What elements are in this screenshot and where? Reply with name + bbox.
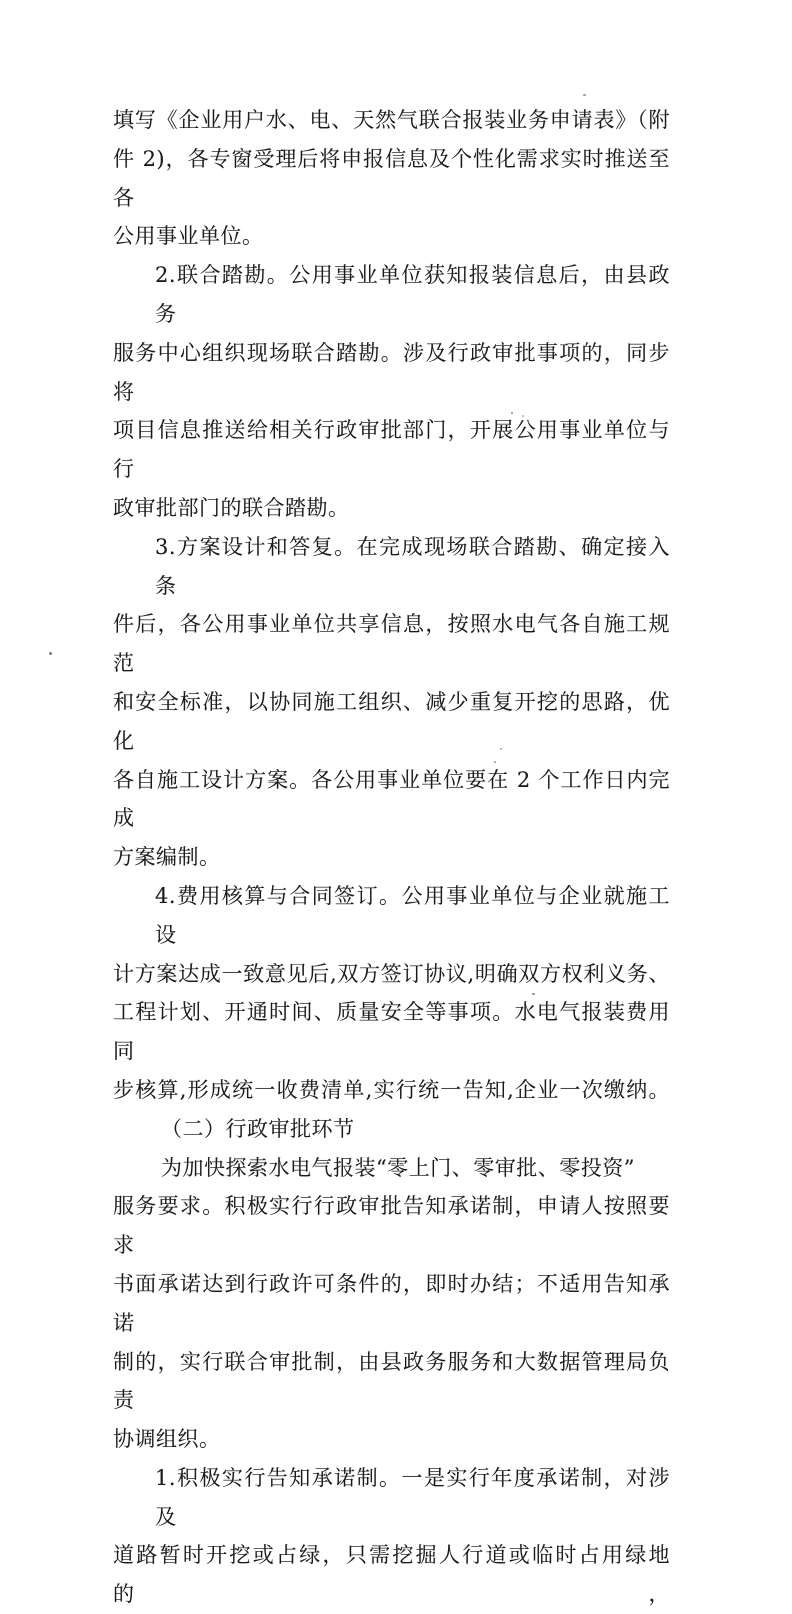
scan-speck [49,652,52,655]
section-heading-line: （二）行政审批环节 [161,1116,355,1141]
text-line: 1.积极实行告知承诺制。一是实行年度承诺制，对涉及 [155,1465,670,1529]
text-line: 各自施工设计方案。各公用事业单位要在 2 个工作日内完成 [113,767,670,831]
text-line: 计方案达成一致意见后,双方签订协议,明确双方权利义务、 [113,961,670,986]
text-line: 填写《企业用户水、电、天然气联合报装业务申请表》（附 [113,108,670,132]
text-line: 公用事业单位。 [113,224,264,249]
text-line: 为加快探索水电气报装“零上门、零审批、零投资” [161,1155,635,1180]
scan-speck [522,415,524,417]
scan-speck [583,94,586,96]
text-line: 工程计划、开通时间、质量安全等事项。水电气报装费用同 [113,1000,670,1064]
scan-speck [500,748,502,750]
text-line: 服务中心组织现场联合踏勘。涉及行政审批事项的，同步将 [113,340,670,404]
text-line: 项目信息推送给相关行政审批部门，开展公用事业单位与行 [113,418,670,482]
text-line: 件后，各公用事业单位共享信息，按照水电气各自施工规范 [113,612,670,676]
text-line: 和安全标准，以协同施工组织、减少重复开挖的思路，优化 [113,689,670,753]
text-line: 协调组织。 [113,1427,221,1452]
scan-speck [532,993,535,995]
text-line: 步核算,形成统一收费清单,实行统一告知,企业一次缴纳。 [113,1077,670,1102]
text-line: 道路暂时开挖或占绿，只需挖掘人行道或临时占用绿地的， [113,1543,670,1607]
text-line: 政审批部门的联合踏勘。 [113,495,350,520]
text-line: 方案编制。 [113,845,221,870]
text-line: 4.费用核算与合同签订。公用事业单位与企业就施工设 [155,883,670,947]
document-text-block [113,101,670,1614]
text-line: 制的，实行联合审批制，由县政务服务和大数据管理局负责 [113,1349,670,1413]
text-line: 3.方案设计和答复。在完成现场联合踏勘、确定接入条 [155,534,670,598]
text-line: 服务要求。积极实行行政审批告知承诺制，申请人按照要求 [113,1194,670,1258]
scan-speck [511,412,513,414]
text-line: 件 2)，各专窗受理后将申报信息及个性化需求实时推送至各 [113,146,670,210]
text-line: 书面承诺达到行政许可条件的，即时办结；不适用告知承诺 [113,1271,670,1335]
scan-speck [494,761,496,763]
text-line: 2.联合踏勘。公用事业单位获知报装信息后，由县政务 [155,263,670,326]
